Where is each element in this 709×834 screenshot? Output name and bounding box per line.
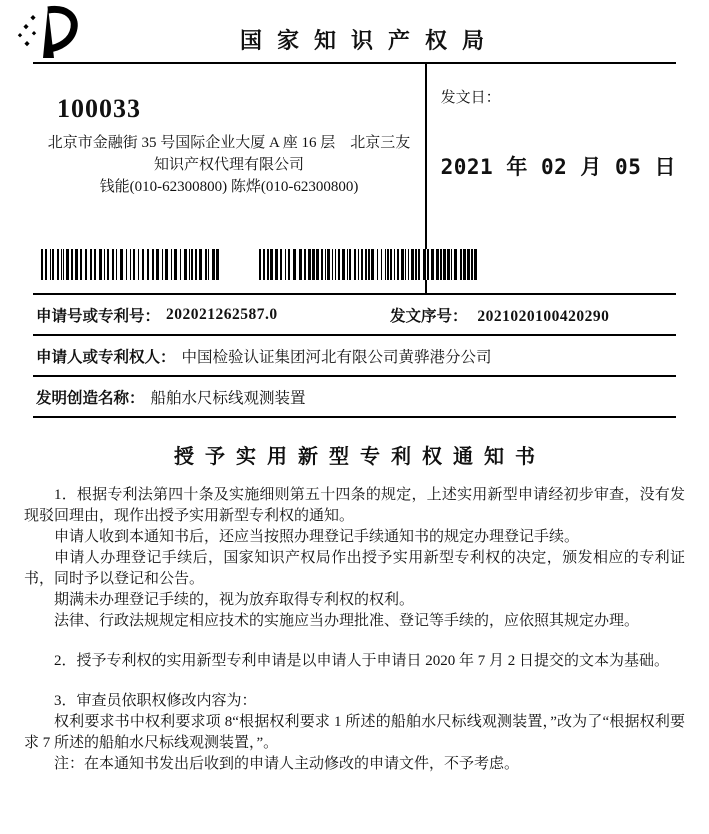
application-number-value: 202021262587.0	[166, 305, 278, 323]
recipient-block	[33, 64, 425, 293]
applicant-label: 申请人或专利权人：	[36, 348, 176, 366]
notice-paragraph: 3．审查员依职权修改内容为：	[54, 693, 257, 709]
issue-date-label: 发文日：	[440, 90, 501, 106]
postal-code: 100033	[57, 94, 141, 123]
dispatch-serial-label: 发文序号：	[390, 307, 468, 325]
applicant-value: 中国检验认证集团河北有限公司黄骅港分公司	[181, 348, 492, 366]
application-number-label: 申请号或专利号：	[36, 307, 161, 325]
invention-title-label: 发明创造名称：	[36, 389, 145, 407]
barcode-icon	[41, 249, 219, 280]
notice-paragraph: 法律、行政法规规定相应技术的实施应当办理批准、登记等手续的，应依照其规定办理。	[54, 613, 640, 629]
notice-paragraph: 权利要求书中权利要求项 8“根据权利要求 1 所述的船舶水尺标线观测装置，”改为了“根据权利要求 7 所述的船舶水尺标线观测装置，”。	[24, 714, 685, 751]
invention-title-value: 船舶水尺标线观测装置	[150, 389, 306, 407]
notice-paragraph: 2．授予专利权的实用新型专利申请是以申请人于申请日 2020 年 7 月 2 日提交的文本为基础。	[54, 653, 670, 669]
notice-paragraph: 申请人收到本通知书后，还应当按照办理登记手续通知书的规定办理登记手续。	[54, 529, 580, 545]
recipient-contacts: 钱能(010-62300800) 陈烨(010-62300800)	[99, 179, 359, 195]
barcode-icon	[259, 249, 477, 280]
notice-body	[24, 485, 685, 775]
notice-title: 授予实用新型专利权通知书	[174, 446, 546, 468]
applicant-row	[33, 336, 676, 377]
numbers-row	[33, 295, 676, 336]
mailing-info-box	[33, 64, 676, 295]
document-header	[0, 0, 709, 62]
application-number-field	[36, 304, 390, 326]
issue-date-value: 2021 年 02 月 05 日	[440, 155, 676, 179]
cnipa-logo-icon	[12, 3, 90, 61]
invention-title-row	[33, 377, 676, 418]
dispatch-serial-value: 2021020100420290	[477, 307, 610, 325]
notice-paragraph: 注：在本通知书发出后收到的申请人主动修改的申请文件，不予考虑。	[54, 756, 520, 772]
notice-paragraph: 期满未办理登记手续的，视为放弃取得专利权的权利。	[54, 592, 415, 608]
recipient-address: 北京市金融街 35 号国际企业大厦 A 座 16 层 北京三友知识产权代理有限公司	[47, 135, 411, 173]
notice-paragraph: 申请人办理登记手续后，国家知识产权局作出授予实用新型专利权的决定，颁发相应的专利证书，同时予以登记和公告。	[24, 550, 685, 587]
agency-name: 国家知识产权局	[239, 28, 499, 53]
notice-paragraph: 1．根据专利法第四十条及实施细则第五十四条的规定，上述实用新型申请经初步审查，没有发现驳回理由，现作出授予实用新型专利权的通知。	[24, 487, 685, 524]
dispatch-serial-field	[390, 304, 609, 326]
